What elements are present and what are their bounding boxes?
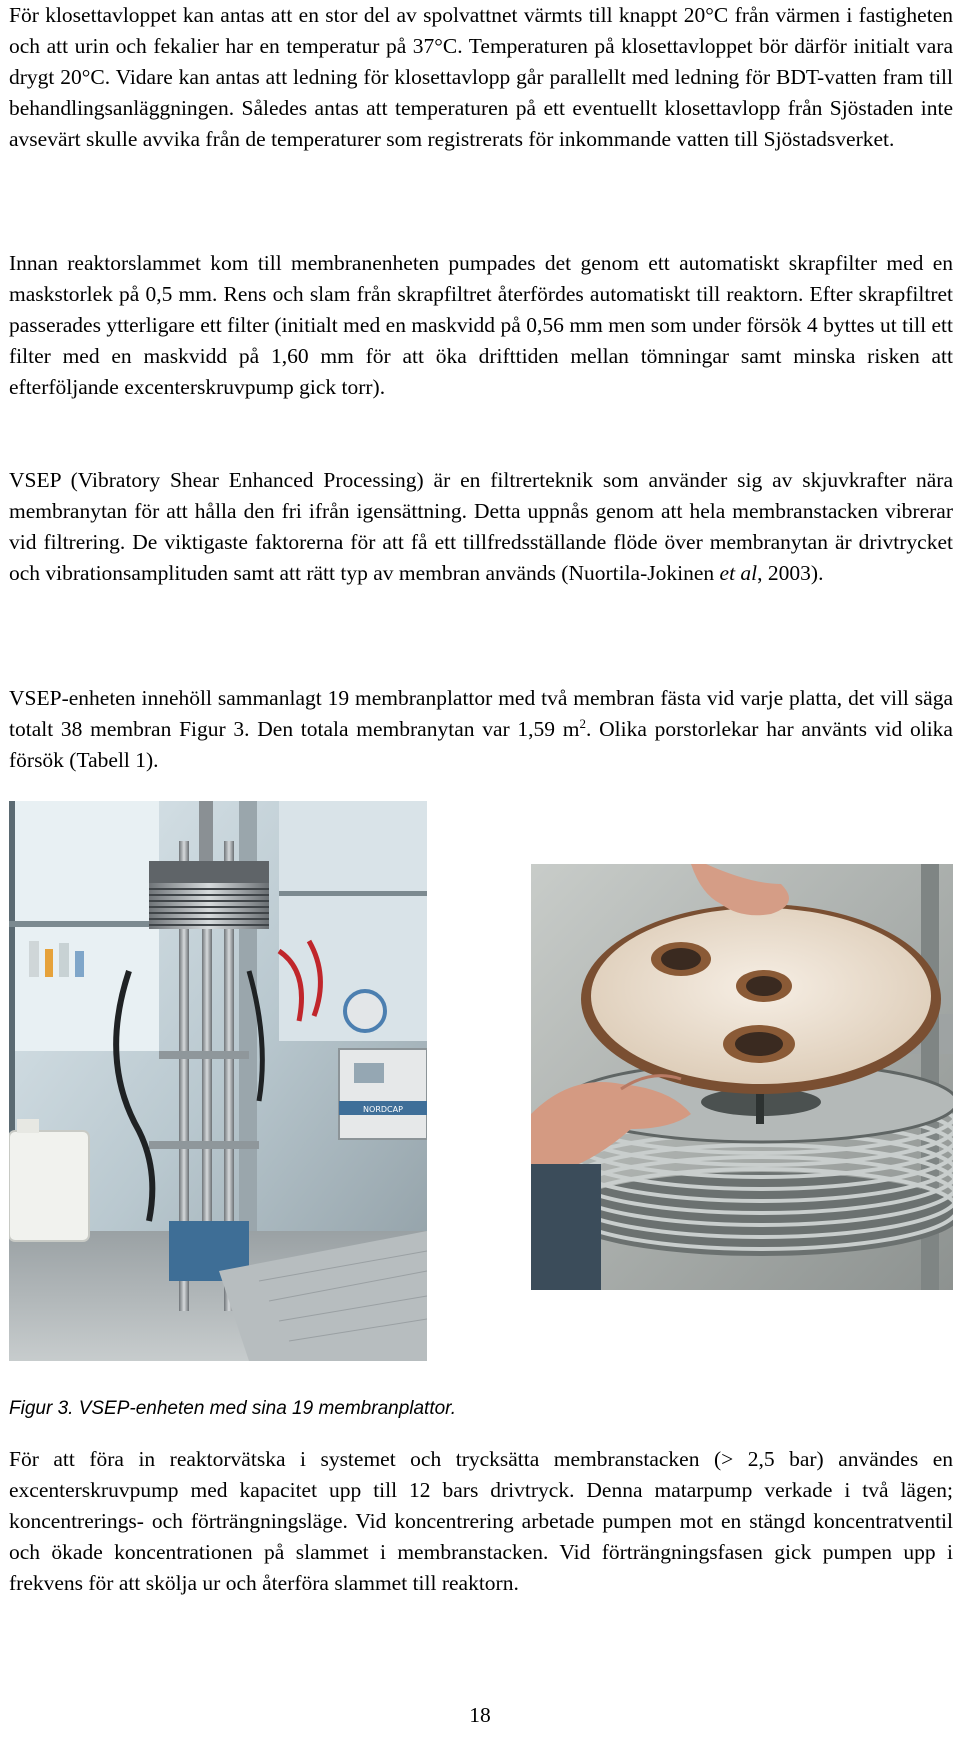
vsep-unit-photo: [9, 801, 427, 1361]
page-number: 18: [469, 1703, 491, 1727]
nameplate-label: NORDCAP: [363, 1105, 403, 1114]
paragraph-vsep-intro: [9, 465, 953, 589]
paragraph-text: VSEP-enheten innehöll sammanlagt 19 membranplattor med två membran fästa vid varje platta, det vill säga totalt 38 membran Figur 3. Den totala membranytan var 1,59 m: [9, 686, 953, 741]
paragraph-vsep-unit: [9, 683, 953, 776]
superscript-2: 2: [579, 715, 586, 731]
figure-caption: Figur 3. VSEP-enheten med sina 19 membranplattor.: [9, 1398, 457, 1419]
paragraph-text-end: . Olika porstorlekar har använts vid olika försök (Tabell 1).: [9, 717, 953, 772]
paragraph-text: VSEP (Vibratory Shear Enhanced Processing) är en filtrerteknik som använder sig av skjuvkrafter nära membranytan för att hålla den fri ifrån igensättning. Detta uppnås genom att hela membranstacken vibrerar vid filtrering. De viktigaste faktorerna för att få ett tillfredsställande flöde över membranytan är drivtrycket och vibrationsamplituden samt att rätt typ av membran används (Nuortila-Jokinen: [9, 468, 953, 585]
paragraph-scrape-filter: Innan reaktorslammet kom till membranenheten pumpades det genom ett automatiskt skrapfilter med en maskstorlek på 0,5 mm. Rens och slam från skrapfiltret återfördes automatiskt till reaktorn. Efter skrapfiltret passerades ytterligare ett filter (initialt med en maskvidd på 0,56 mm men som under försök 4 byttes ut till ett filter med en maskvidd på 1,60 mm för att öka drifttiden mellan tömningar samt minska risken att efterföljande excenterskruvpump gick torr).: [9, 251, 953, 399]
membrane-plate-photo: [531, 864, 953, 1290]
paragraph-temperature: För klosettavloppet kan antas att en stor del av spolvattnet värmts till knappt 20°C från värmen i fastigheten och att urin och fekalier har en temperatur på 37°C. Temperaturen på klosettavloppet bör därför initialt vara drygt 20°C. Vidare kan antas att ledning för klosettavlopp går parallellt med ledning för BDT-vatten fram till behandlingsanläggningen. Således antas att temperaturen på ett eventuellt klosettavlopp från Sjöstaden inte avsevärt skulle avvika från de temperaturer som registrerats för inkommande vatten till Sjöstadsverket.: [9, 3, 953, 151]
citation-et-al: et al: [719, 561, 758, 585]
paragraph-feed-pump: För att föra in reaktorvätska i systemet och trycksätta membranstacken (> 2,5 bar) användes en excenterskruvpump med kapacitet upp till 12 bars drivtryck. Denna matarpump verkade i två lägen; koncentrerings- och förträngningsläge. Vid koncentrering arbetade pumpen mot en stängd koncentratventil och ökade koncentrationen på slammet i membranstacken. Vid förträngningsfasen gick pumpen upp i frekvens för att skölja ur och återföra slammet till reaktorn.: [9, 1447, 953, 1595]
paragraph-text-end: , 2003).: [757, 561, 824, 585]
